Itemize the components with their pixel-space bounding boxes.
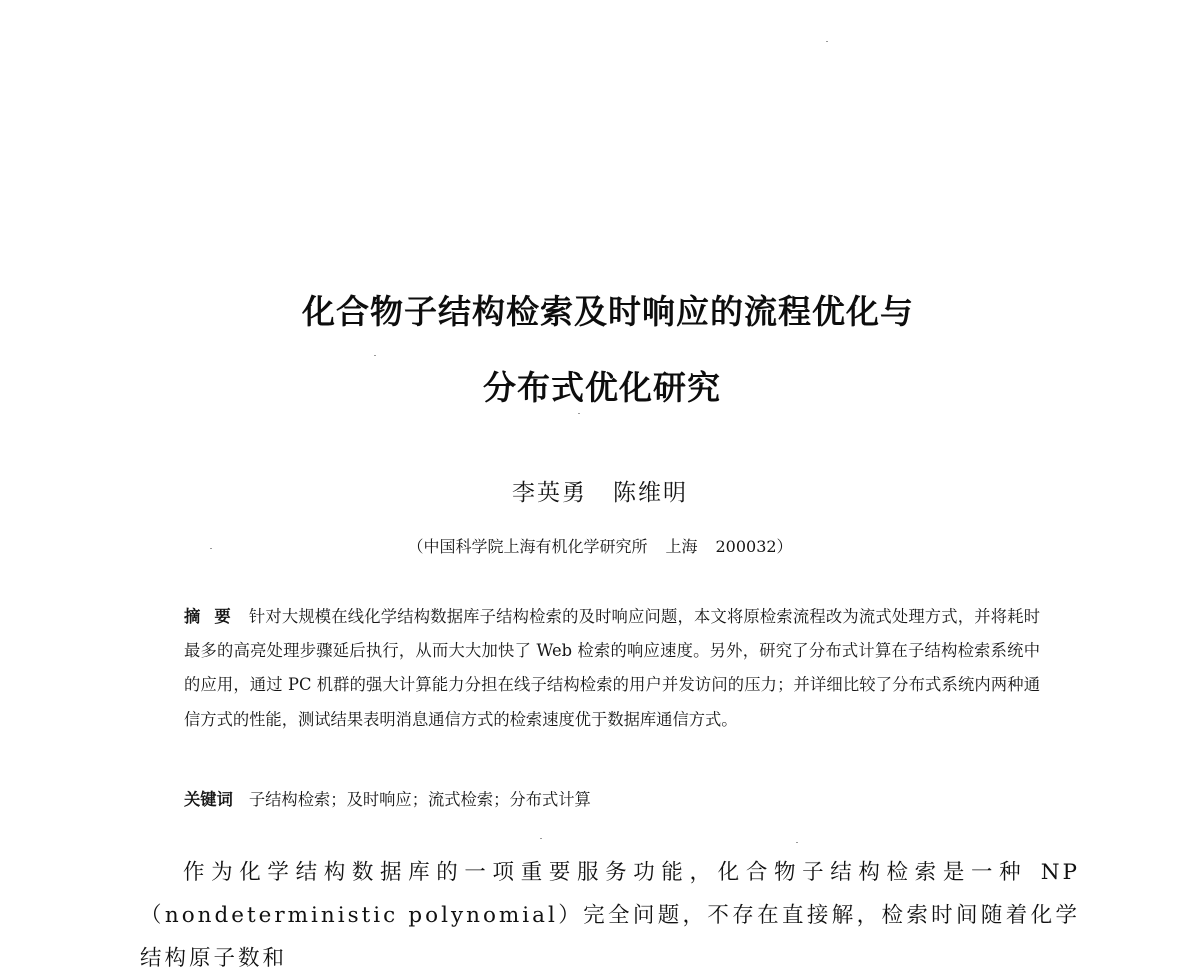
keywords-label: 关键词 [184, 790, 233, 809]
paper-title-line-1: 化合物子结构检索及时响应的流程优化与 [302, 292, 914, 331]
scan-speck [578, 413, 580, 414]
abstract-text: 针对大规模在线化学结构数据库子结构检索的及时响应问题，本文将原检索流程改为流式处理方式，并将耗时最多的高亮处理步骤延后执行，从而大大加快了 Web 检索的响应速度。另外，研究了分布式计算在子结构检索系统中的应用，通过 PC 机群的强大计算能力分担在线子结构检索的用户并发访问的压力；并详细比较了分布式系统内两种通信方式的性能，测试结果表明消息通信方式的检索速度优于数据库通信方式。 [184, 607, 1041, 729]
scan-speck [826, 41, 828, 42]
paper-title-line-2: 分布式优化研究 [483, 368, 721, 407]
keyword: 分布式计算 [509, 790, 591, 809]
keywords [184, 786, 1040, 814]
keyword: 流式检索； [427, 790, 510, 809]
scan-speck [210, 548, 212, 549]
scan-speck [540, 838, 542, 839]
keyword: 子结构检索； [248, 790, 347, 809]
abstract [184, 600, 1040, 737]
author-list [0, 474, 1200, 507]
scan-speck [374, 355, 376, 356]
affiliation [0, 534, 1200, 557]
affiliation-zip: 200032） [715, 537, 793, 556]
body-paragraph: 作为化学结构数据库的一项重要服务功能，化合物子结构检索是一种 NP（nondeterministic polynomial）完全问题，不存在直接解，检索时间随着化学结构原子数和 [140, 860, 1080, 971]
scan-speck [796, 842, 798, 843]
author-name: 陈维明 [613, 480, 688, 506]
author-name: 李英勇 [512, 480, 587, 506]
keyword: 及时响应； [346, 790, 428, 809]
affiliation-org: （中国科学院上海有机化学研究所 [407, 537, 648, 556]
abstract-label: 摘 要 [184, 607, 235, 626]
affiliation-city: 上海 [665, 537, 698, 556]
